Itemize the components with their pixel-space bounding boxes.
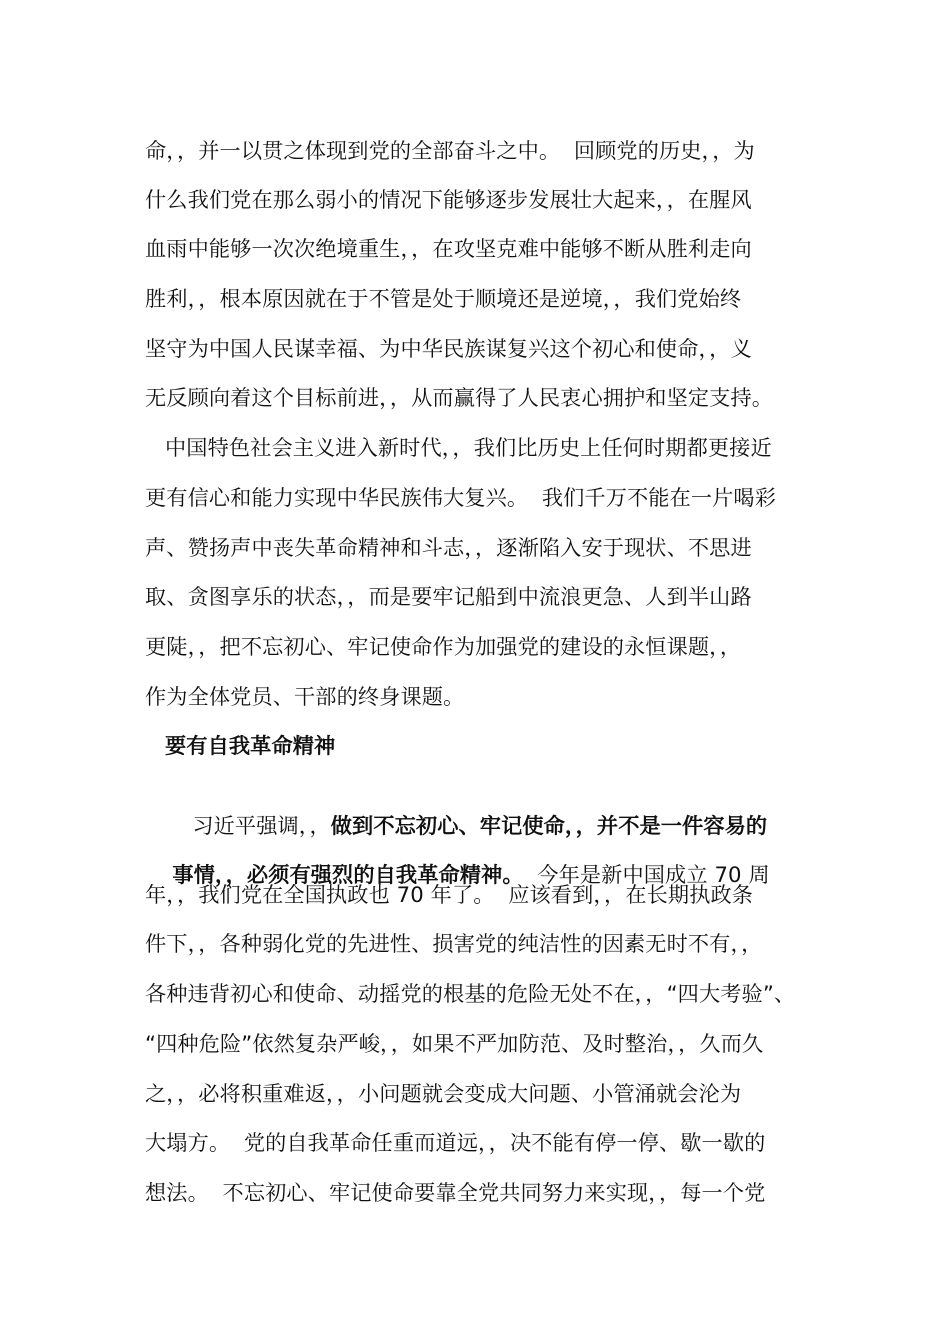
section-heading: 要有自我革命精神 bbox=[165, 733, 336, 758]
text-run: 今年是新中国成立 70 周 bbox=[523, 862, 770, 887]
text-line: 想法。 不忘初心、牢记使命要靠全党共同努力来实现，，每一个党 bbox=[145, 1180, 766, 1205]
text-line: 无反顾向着这个目标前进，，从而赢得了人民衷心拥护和坚定支持。 bbox=[145, 385, 774, 410]
text-line: 更有信心和能力实现中华民族伟大复兴。 我们千万不能在一片喝彩 bbox=[145, 485, 777, 510]
text-line: 更陡，，把不忘初心、牢记使命作为加强党的建设的永恒课题，， bbox=[145, 634, 742, 659]
text-line: 中国特色社会主义进入新时代，，我们比历史上任何时期都更接近 bbox=[165, 435, 772, 460]
text-line: 件下，，各种弱化党的先进性、损害党的纯洁性的因素无时不有，， bbox=[145, 931, 763, 956]
text-run: 习近平强调，， bbox=[192, 813, 331, 838]
text-line: 年，，我们党在全国执政也 70 年了。 应该看到，，在长期执政条 bbox=[145, 882, 754, 907]
text-line: 声、赞扬声中丧失革命精神和斗志，，逐渐陷入安于现状、不思进 bbox=[145, 535, 752, 560]
text-line: 胜利，，根本原因就在于不管是处于顺境还是逆境，，我们党始终 bbox=[145, 286, 742, 311]
emphasis-text: 做到不忘初心、牢记使命，，并不是一件容易的 bbox=[330, 813, 768, 838]
text-line: “四种危险”依然复杂严峻，，如果不严加防范、及时整治，，久而久 bbox=[145, 1031, 764, 1056]
text-line: 大塌方。 党的自我革命任重而道远，，决不能有停一停、歇一歇的 bbox=[145, 1130, 766, 1155]
text-line: 命，，并一以贯之体现到党的全部奋斗之中。 回顾党的历史，，为 bbox=[145, 138, 755, 163]
text-line: 血雨中能够一次次绝境重生，，在攻坚克难中能够不断从胜利走向 bbox=[145, 236, 752, 261]
text-line: 什么我们党在那么弱小的情况下能够逐步发展壮大起来，，在腥风 bbox=[145, 187, 752, 212]
text-line bbox=[165, 781, 845, 838]
text-line: 坚守为中国人民谋幸福、为中华民族谋复兴这个初心和使命，，义 bbox=[145, 336, 752, 361]
text-line: 作为全体党员、干部的终身课题。 bbox=[145, 684, 465, 709]
text-line bbox=[145, 830, 825, 887]
text-line: 取、贪图享乐的状态，，而是要牢记船到中流浪更急、人到半山路 bbox=[145, 584, 752, 609]
text-line: 各种违背初心和使命、动摇党的根基的危险无处不在，，“四大考验”、 bbox=[145, 981, 796, 1006]
emphasis-text: 事情，，必须有强烈的自我革命精神。 bbox=[172, 862, 524, 887]
text-line: 之，，必将积重难返，，小问题就会变成大问题、小管涌就会沦为 bbox=[145, 1081, 742, 1106]
